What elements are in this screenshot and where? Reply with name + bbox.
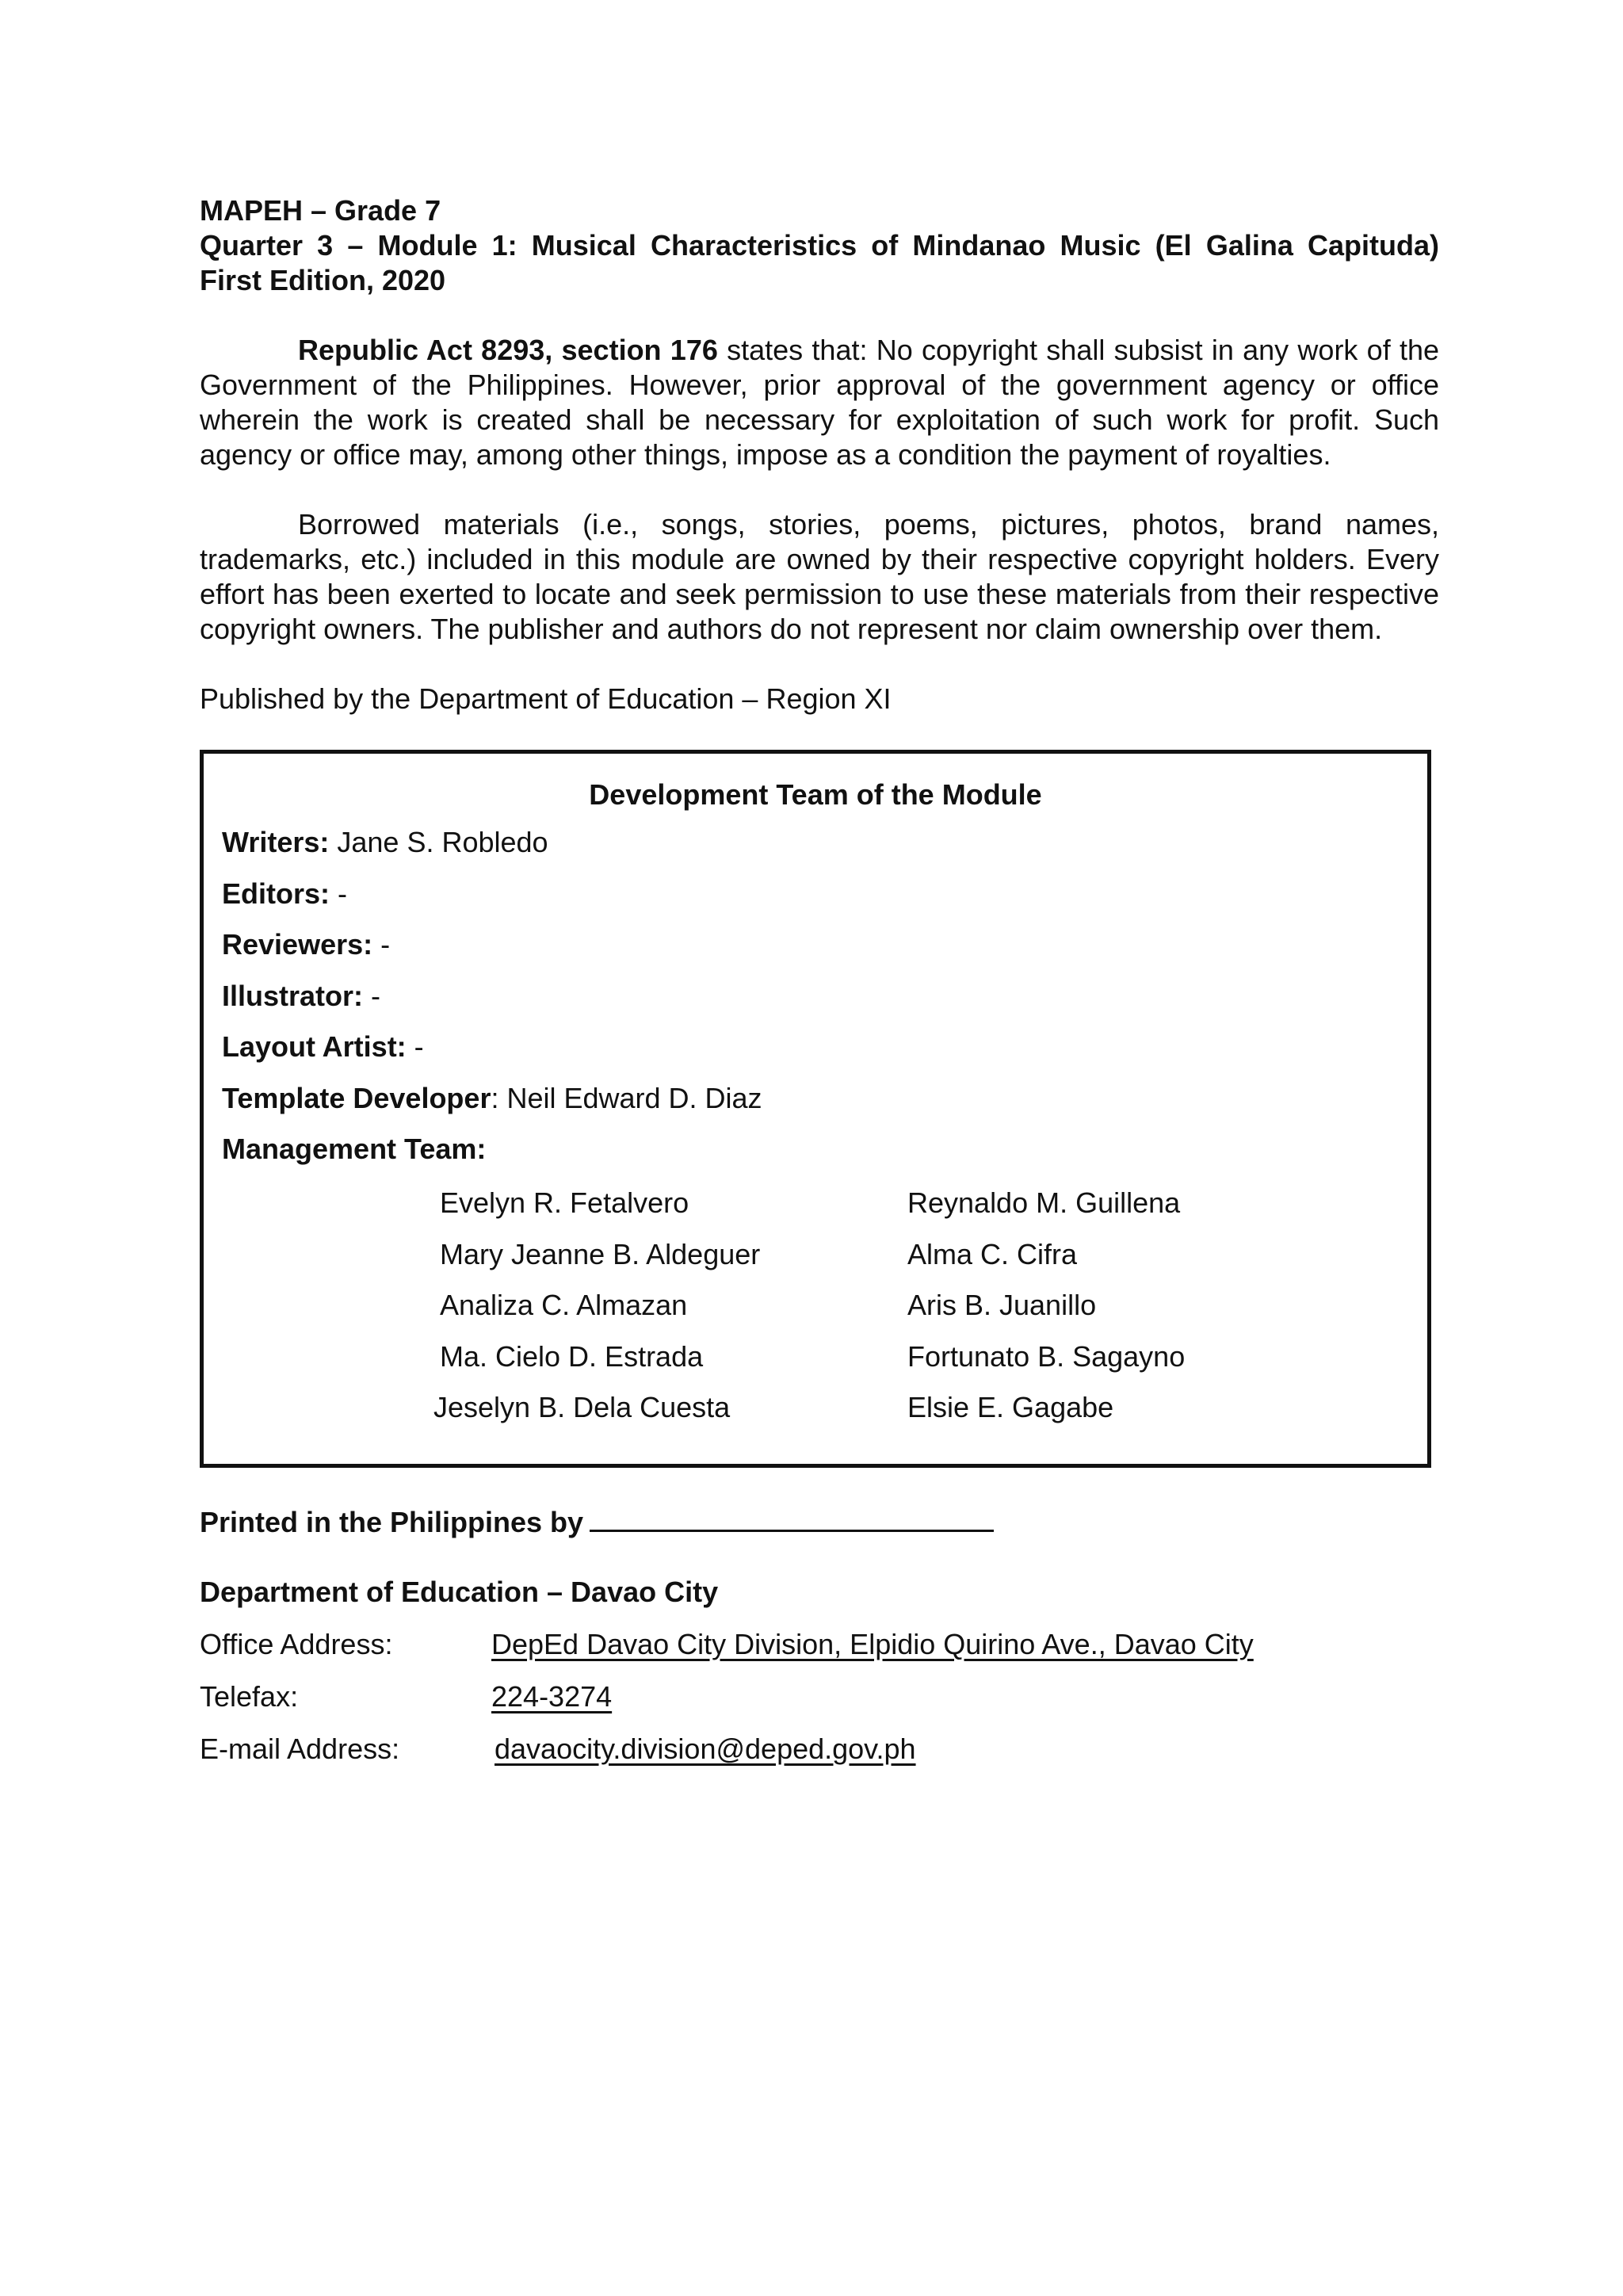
copyright-statement: states that: No copyright shall subsist in any work of the Government of the Philippines. However, prior approval of the government agency or office wherein the work is created shall be necessary for exploitation of such work for profit. Such agency or office may, among other things, impose as a condition the payment of royalties. [200,334,1439,471]
printed-by-label: Printed in the Philippines by [200,1506,584,1538]
development-team-title: Development Team of the Module [589,778,1042,811]
copyright-page [200,193,1439,1784]
republic-act-reference: Republic Act 8293, section 176 [298,334,718,366]
copyright-paragraph [200,333,1439,472]
management-member-right: Fortunato B. Sagayno [907,1339,1186,1373]
team-roles-list [222,825,762,1183]
office-address-value: DepEd Davao City Division, Elpidio Quirino Ave., Davao City [491,1628,1254,1660]
printer-blank-line [590,1503,994,1532]
team-row-template-developer [222,1081,762,1133]
list-item [204,1390,1427,1442]
team-row-illustrator [222,979,762,1030]
team-row-reviewers [222,927,762,979]
role-label: Editors: [222,877,330,910]
office-address-label: Office Address: [200,1628,393,1660]
subject-grade-title: MAPEH – Grade 7 [200,194,441,227]
role-label: Management Team: [222,1133,487,1165]
role-value: Jane S. Robledo [329,826,548,858]
management-member-right: Alma C. Cifra [907,1237,1078,1270]
edition-title: First Edition, 2020 [200,264,446,296]
module-title: Quarter 3 – Module 1: Musical Characteristics of Mindanao Music (El Galina Capituda) [200,229,1439,262]
list-item [204,1339,1427,1391]
management-team-list [204,1186,1427,1442]
management-member-left: Analiza C. Almazan [440,1289,688,1321]
team-row-management-team [222,1132,762,1183]
management-member-right: Elsie E. Gagabe [907,1391,1114,1423]
list-item [204,1288,1427,1339]
management-member-right: Reynaldo M. Guillena [907,1186,1181,1219]
management-member-left: Mary Jeanne B. Aldeguer [440,1237,761,1270]
publisher-line: Published by the Department of Education – Region XI [200,682,892,715]
telefax-label: Telefax: [200,1680,299,1713]
module-title-block [200,193,1439,298]
role-value: : Neil Edward D. Diaz [491,1081,762,1114]
list-item [204,1186,1427,1237]
team-row-editors [222,877,762,928]
email-link[interactable]: davaocity.division@deped.gov.ph [495,1733,916,1765]
role-label: Writers: [222,826,330,858]
telefax-row [200,1679,1439,1732]
team-row-layout-artist [222,1030,762,1081]
role-value: - [330,877,348,910]
management-member-right: Aris B. Juanillo [907,1289,1097,1321]
role-label: Reviewers: [222,928,373,961]
office-address-row [200,1627,1439,1679]
borrowed-materials-paragraph: Borrowed materials (i.e., songs, stories, poems, pictures, photos, brand names, trademarks, etc.) included in this module are owned by their respective copyright holders. Every effort has been exerted to locate and seek permission to use these materials from their respective copyright owners. The publisher and authors do not represent nor claim ownership over them. [200,508,1439,645]
list-item [204,1237,1427,1289]
role-label: Layout Artist: [222,1030,407,1063]
management-member-left: Jeselyn B. Dela Cuesta [433,1391,731,1423]
email-label: E-mail Address: [200,1733,400,1765]
development-team-box [200,750,1431,1468]
role-value: - [363,979,381,1012]
telefax-value: 224-3274 [491,1680,613,1713]
role-label: Illustrator: [222,979,364,1012]
role-label: Template Developer [222,1081,491,1114]
management-member-left: Evelyn R. Fetalvero [440,1186,689,1219]
printed-by-line [200,1503,1439,1540]
role-value: - [372,928,391,961]
email-row [200,1732,1439,1784]
team-row-writers [222,825,762,877]
role-value: - [406,1030,424,1063]
department-name: Department of Education – Davao City [200,1576,719,1608]
management-member-left: Ma. Cielo D. Estrada [440,1339,704,1373]
